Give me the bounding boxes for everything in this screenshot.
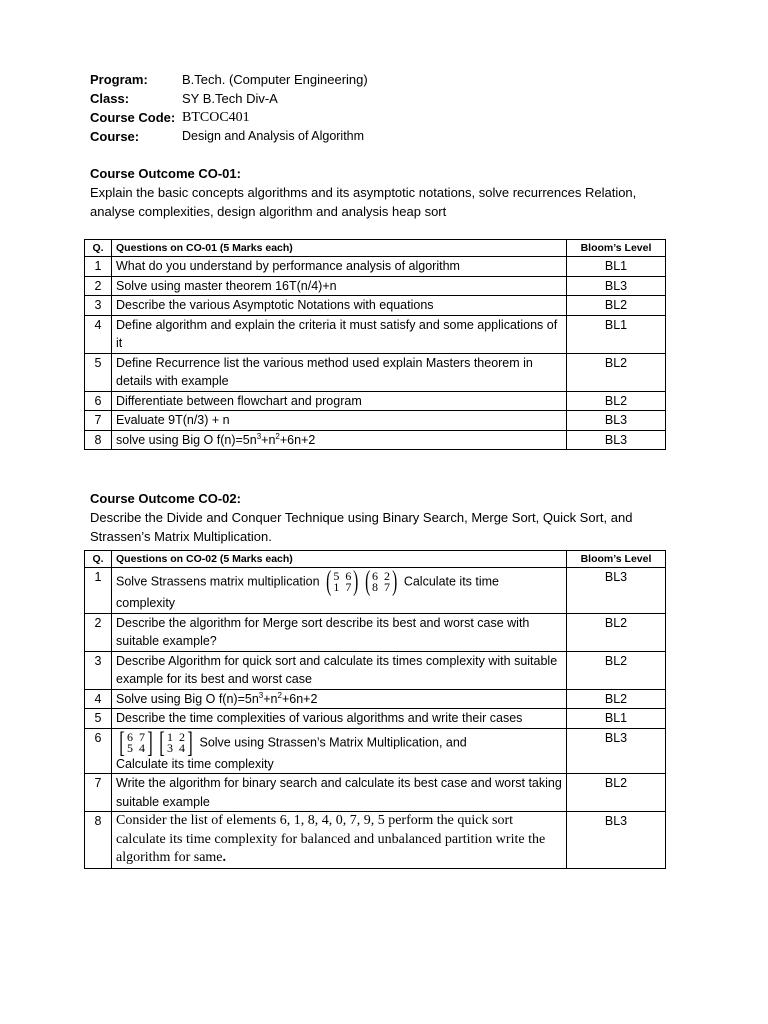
col-bloom-header: Bloom’s Level [567, 240, 666, 257]
question-number: 4 [85, 689, 112, 709]
question-text: Solve using master theorem 16T(n/4)+n [112, 276, 567, 296]
question-number: 3 [85, 651, 112, 689]
table-row [85, 812, 666, 869]
course-label: Course: [90, 129, 140, 144]
co2-title: Course Outcome CO-02: [90, 491, 241, 506]
question-text: Evaluate 9T(n/3) + n [112, 411, 567, 431]
question-text: Differentiate between flowchart and program [112, 391, 567, 411]
table-row [85, 315, 666, 353]
bloom-level: BL1 [567, 709, 666, 729]
question-number: 8 [85, 430, 112, 450]
bloom-level: BL2 [567, 774, 666, 812]
course-header [90, 70, 368, 146]
question-text: Consider the list of elements 6, 1, 8, 4, 0, 7, 9, 5 perform the quick sort calculate its time complexity for balanced and unbalanced partition write the algorithm for same. [112, 812, 567, 869]
col-questions-header: Questions on CO-02 (5 Marks each) [112, 551, 567, 568]
question-text: Define algorithm and explain the criteria it must satisfy and some applications of it [112, 315, 567, 353]
course-row [90, 127, 368, 146]
class-value: SY B.Tech Div-A [182, 91, 278, 106]
bloom-level: BL2 [567, 651, 666, 689]
co2-questions-table [84, 550, 666, 869]
question-text: solve using Big O $f(n)=5n^3+n^2+6n+2$ [112, 430, 567, 450]
question-text: Describe the algorithm for Merge sort describe its best and worst case with suitable example? [112, 613, 567, 651]
table-row [85, 257, 666, 277]
question-text: Define Recurrence list the various method used explain Masters theorem in details with example [112, 353, 567, 391]
program-row [90, 70, 368, 89]
bloom-level: BL3 [567, 568, 666, 614]
course-code-value: BTCOC401 [182, 110, 250, 125]
question-number: 5 [85, 353, 112, 391]
question-number: 7 [85, 411, 112, 431]
question-number: 6 [85, 391, 112, 411]
question-text: Describe the various Asymptotic Notations with equations [112, 296, 567, 316]
question-number: 1 [85, 257, 112, 277]
table-row [85, 709, 666, 729]
program-value: B.Tech. (Computer Engineering) [182, 72, 368, 87]
bloom-level: BL2 [567, 353, 666, 391]
bloom-level: BL2 [567, 296, 666, 316]
course-code-row [90, 108, 368, 127]
question-number: 1 [85, 568, 112, 614]
bloom-level: BL2 [567, 391, 666, 411]
col-questions-header: Questions on CO-01 (5 Marks each) [112, 240, 567, 257]
table-row [85, 391, 666, 411]
question-number: 6 [85, 728, 112, 774]
question-text: Solve Strassens matrix multiplication ( 5 6 1 7 ) ( 6 2 8 7 ) Calculate its time complexity [112, 568, 567, 614]
table-row [85, 774, 666, 812]
course-code-label: Course Code: [90, 110, 176, 125]
co1-questions-table [84, 239, 666, 450]
bloom-level: BL2 [567, 689, 666, 709]
table-row [85, 651, 666, 689]
question-number: 4 [85, 315, 112, 353]
table-row [85, 430, 666, 450]
table-row [85, 411, 666, 431]
question-number: 2 [85, 276, 112, 296]
bloom-level: BL3 [567, 411, 666, 431]
table-header-row [85, 240, 666, 257]
table-row [85, 296, 666, 316]
co1-description: Explain the basic concepts algorithms and its asymptotic notations, solve recurrences Relation, analyse complexities, design algorithm and analysis heap sort [90, 185, 637, 219]
table-header-row [85, 551, 666, 568]
bloom-level: BL1 [567, 315, 666, 353]
question-number: 3 [85, 296, 112, 316]
question-number: 7 [85, 774, 112, 812]
question-number: 8 [85, 812, 112, 869]
bloom-level: BL2 [567, 613, 666, 651]
question-text: Solve using Big O $f(n)=5n^3+n^2+6n+2$ [112, 689, 567, 709]
table-row [85, 728, 666, 774]
col-q-header: Q. [85, 551, 112, 568]
table-row [85, 276, 666, 296]
question-number: 5 [85, 709, 112, 729]
table-row [85, 353, 666, 391]
question-text: Describe the time complexities of various algorithms and write their cases [112, 709, 567, 729]
col-q-header: Q. [85, 240, 112, 257]
bloom-level: BL3 [567, 430, 666, 450]
col-bloom-header: Bloom’s Level [567, 551, 666, 568]
question-text: Describe Algorithm for quick sort and calculate its times complexity with suitable example for its best and worst case [112, 651, 567, 689]
bloom-level: BL3 [567, 812, 666, 869]
question-text: [ 6 7 5 4 ] [ 1 2 3 4 ] Solve using Strassen’s Matrix Multiplication, and Calculate its time complexity [112, 728, 567, 774]
table-row [85, 568, 666, 614]
matrix-a: ( 5 6 1 7 ) [326, 566, 359, 597]
class-label: Class: [90, 91, 130, 106]
question-text: What do you understand by performance analysis of algorithm [112, 257, 567, 277]
bloom-level: BL1 [567, 257, 666, 277]
question-text: Write the algorithm for binary search and calculate its best case and worst taking suitable example [112, 774, 567, 812]
co2-description: Describe the Divide and Conquer Technique using Binary Search, Merge Sort, Quick Sort, and Strassen’s Matrix Multiplication. [90, 510, 633, 544]
co1-title: Course Outcome CO-01: [90, 166, 241, 181]
table-row [85, 613, 666, 651]
matrix-b: ( 6 2 8 7 ) [364, 566, 398, 597]
table-row [85, 689, 666, 709]
matrix-b: [ 1 2 3 4 ] [159, 725, 193, 759]
class-row [90, 89, 368, 108]
matrix-a: [ 6 7 5 4 ] [119, 725, 153, 759]
co2-section [90, 489, 680, 546]
co1-section [90, 164, 680, 221]
bloom-level: BL3 [567, 276, 666, 296]
bloom-level: BL3 [567, 728, 666, 774]
question-number: 2 [85, 613, 112, 651]
course-value: Design and Analysis of Algorithm [182, 129, 365, 143]
program-label: Program: [90, 72, 148, 87]
